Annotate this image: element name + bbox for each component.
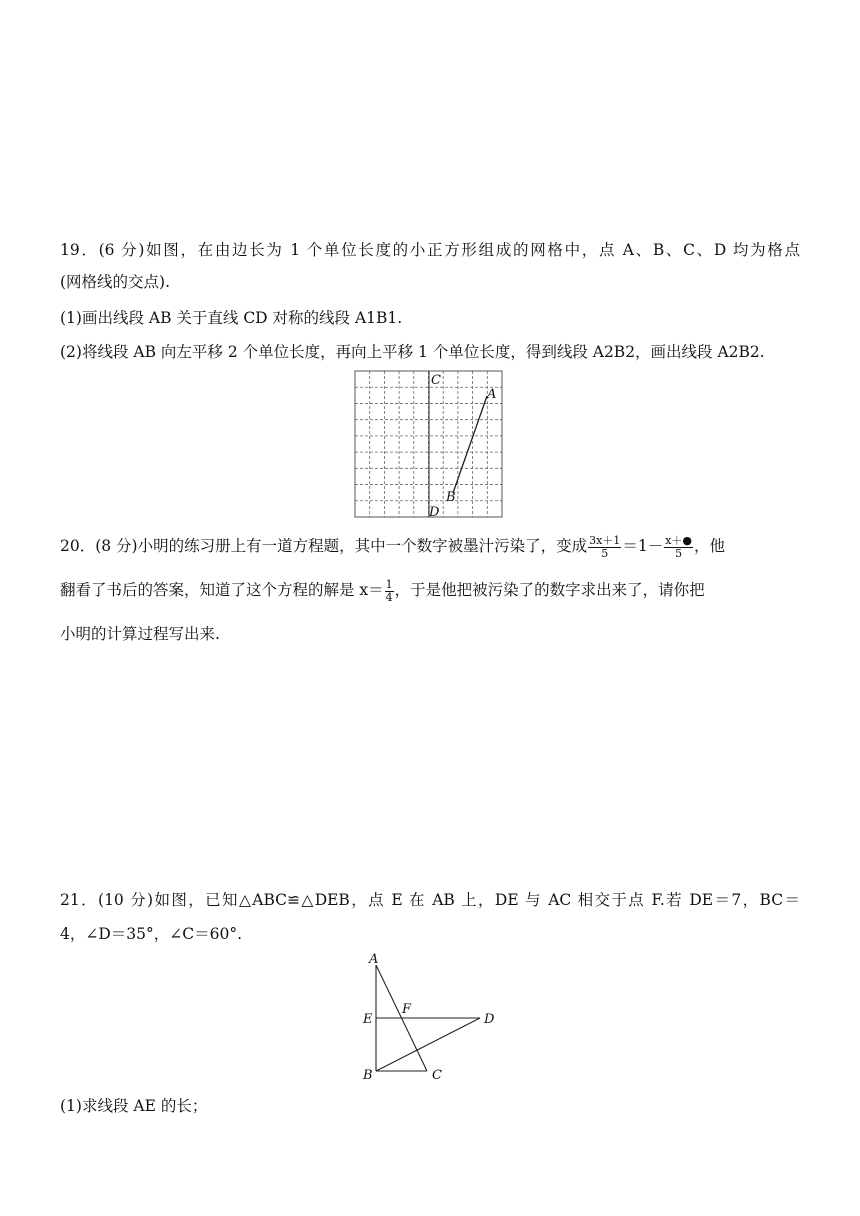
label-d: D: [484, 1012, 495, 1027]
q20-text-line-3: 小明的计算过程写出来.: [60, 625, 220, 643]
q20-equals-part: ＝1－: [622, 537, 664, 555]
q20-line2-pre: 翻看了书后的答案，知道了这个方程的解是 x＝: [60, 581, 384, 599]
fraction-left-numerator: 3x＋1: [589, 533, 621, 547]
q19-part-1: (1)画出线段 AB 关于直线 CD 对称的线段 A1B1.: [60, 309, 403, 327]
label-b: B: [446, 490, 456, 505]
fraction-right-numerator: x＋●: [665, 533, 692, 547]
fraction-left: [588, 535, 621, 560]
q19-text-line-1: 19．(6 分)如图，在由边长为 1 个单位长度的小正方形组成的网格中，点 A、B、C、D 均为格点: [60, 241, 800, 259]
q20-line1-post: ，他: [694, 537, 726, 555]
segment-ab: [453, 396, 487, 493]
fraction-solution: [385, 579, 394, 604]
q20-text-line-1: [60, 534, 725, 560]
q20-text-line-2: [60, 578, 705, 604]
fraction-right-denominator: 5: [675, 546, 683, 560]
q21-text-line-1: 21．(10 分)如图，已知△ABC≌△DEB，点 E 在 AB 上，DE 与 AC 相交于点 F.若 DE＝7，BC＝: [60, 891, 800, 909]
q19-text-line-2: (网格线的交点).: [60, 273, 171, 291]
label-e: E: [363, 1012, 373, 1027]
label-f: F: [402, 1002, 412, 1017]
label-a: A: [369, 952, 379, 967]
fraction-right: [664, 535, 693, 560]
fraction-left-denominator: 5: [601, 546, 609, 560]
label-a: A: [487, 387, 497, 402]
q21-triangle-figure: [355, 948, 515, 1084]
q19-grid-figure: [350, 366, 510, 522]
q21-part-1: (1)求线段 AE 的长；: [60, 1097, 208, 1115]
fraction-solution-denominator: 4: [385, 590, 393, 604]
segment-bd: [376, 1018, 480, 1071]
label-b: B: [363, 1068, 373, 1083]
fraction-solution-numerator: 1: [385, 577, 393, 591]
label-c: C: [432, 1068, 442, 1083]
q20-line1-pre: 20．(8 分)小明的练习册上有一道方程题，其中一个数字被墨汁污染了，变成: [60, 537, 588, 555]
q20-line2-post: ，于是他把被污染了的数字求出来了，请你把: [394, 581, 705, 599]
label-d: D: [429, 505, 440, 520]
q21-text-line-2: 4，∠D＝35°，∠C＝60°.: [60, 925, 242, 943]
q19-part-2: (2)将线段 AB 向左平移 2 个单位长度，再向上平移 1 个单位长度，得到线段 A2B2，画出线段 A2B2.: [60, 343, 765, 361]
label-c: C: [431, 373, 441, 388]
